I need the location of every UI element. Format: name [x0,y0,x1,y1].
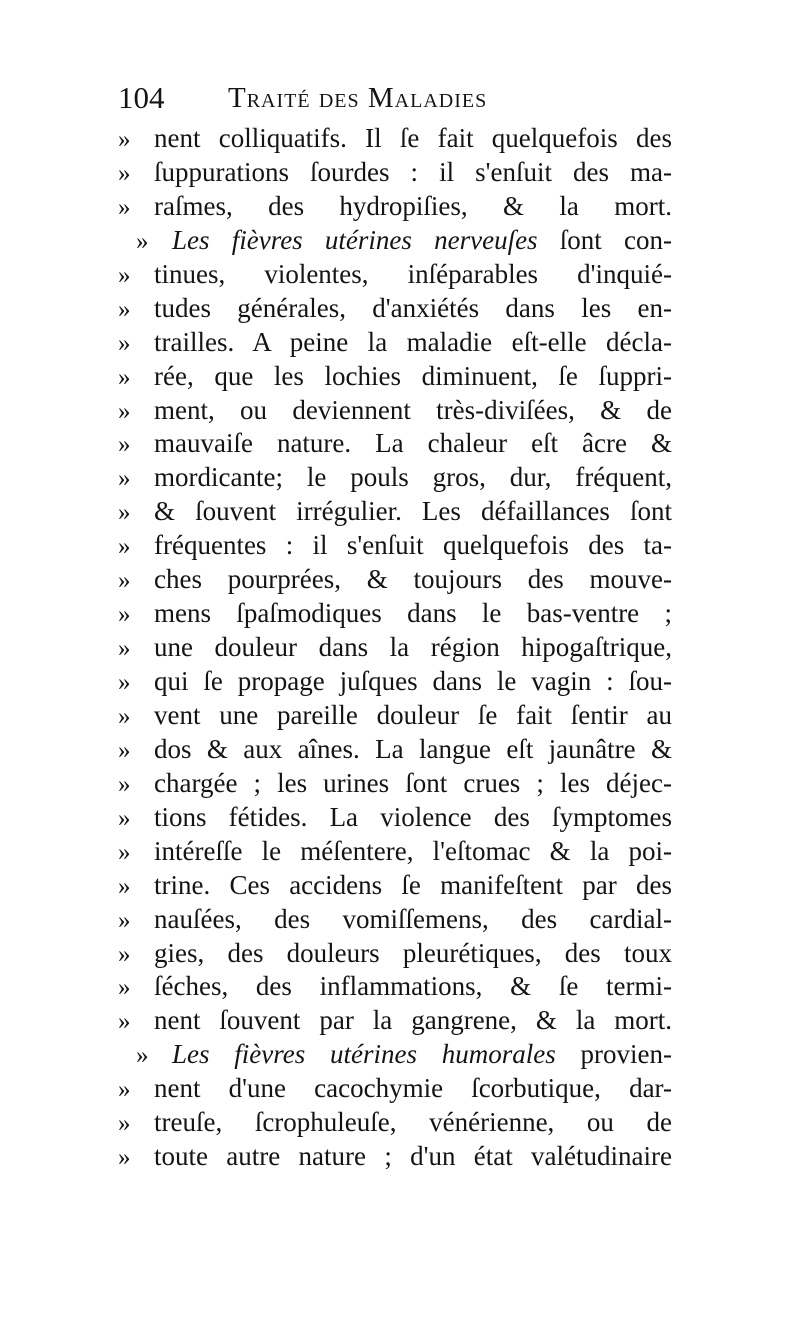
line-text [154,292,672,326]
text-line [118,563,678,597]
quotation-mark: » [136,1042,149,1070]
quotation-mark: » [118,533,131,561]
line-text [154,563,672,597]
text-line [118,597,678,631]
text-segment: treuſe, ſcrophuleuſe, vénérienne, ou de [154,1107,672,1138]
line-text [154,1140,672,1174]
quotation-mark: » [118,499,131,527]
quotation-mark: » [118,872,131,900]
text-segment: qui ſe propage juſques dans le vagin : ſou- [154,666,672,696]
line-text [154,1072,672,1106]
italic-text: Les fièvres utérines nerveuſes [172,224,538,255]
text-line [118,869,678,903]
quotation-mark: » [118,736,131,764]
text-line [118,937,678,971]
running-header [118,76,678,120]
text-line [118,1038,678,1072]
quotation-mark: » [118,804,131,832]
line-text [154,767,672,801]
line-text [172,224,672,258]
page-number: 104 [118,80,165,115]
line-text [154,156,672,190]
quotation-mark: » [118,770,131,798]
quotation-mark: » [118,295,131,323]
text-line [118,461,678,495]
text-line [118,495,678,529]
text-segment: nauſées, des vomiſſemens, des cardial- [154,903,672,934]
line-text [172,1038,672,1072]
text-line [118,360,678,394]
line-text [154,529,672,563]
quotation-mark: » [118,567,131,595]
text-segment: mordicante; le pouls gros, dur, fréquent, [154,462,672,493]
text-line [118,733,678,767]
line-text [154,495,672,529]
text-segment: trine. Ces accidens ſe manifeſtent par des [154,869,672,900]
text-line [118,767,678,801]
line-text [154,1106,672,1140]
text-segment: mauvaiſe nature. La chaleur eſt âcre & [154,428,672,459]
line-text [154,427,672,461]
text-segment: chargée ; les urines ſont crues ; les déjec- [154,767,672,798]
quotation-mark: » [118,601,131,629]
body-text [118,122,678,1174]
text-segment: toute autre nature ; d'un état valétudinaire [154,1141,672,1172]
text-segment: rée, que les lochies diminuent, ſe ſuppri- [154,360,672,391]
line-text [154,1004,672,1038]
quotation-mark: » [136,227,149,255]
text-line [118,835,678,869]
italic-text: Les fièvres utérines humorales [172,1039,556,1070]
quotation-mark: » [118,193,131,221]
text-segment: tions fétides. La violence des ſymptomes [154,801,672,832]
quotation-mark: » [118,838,131,866]
text-line [118,970,678,1004]
quotation-mark: » [118,940,131,968]
text-segment: mens ſpaſmodiques dans le bas-ventre ; [154,598,672,629]
text-line [118,529,678,563]
quotation-mark: » [118,431,131,459]
text-line [118,1004,678,1038]
text-line [118,156,678,190]
text-segment: ment, ou deviennent très-diviſées, & de [154,394,672,425]
quotation-mark: » [118,159,131,187]
line-text [154,869,672,903]
text-line [118,665,678,699]
text-segment: ſéches, des inflammations, & ſe termi- [154,971,672,1002]
quotation-mark: » [118,126,131,153]
text-line [118,1072,678,1106]
line-text [154,360,672,394]
quotation-mark: » [118,974,131,1002]
text-line [118,1106,678,1140]
line-text [154,937,672,971]
text-segment: tinues, violentes, inſéparables d'inquié- [154,258,672,289]
text-segment: raſmes, des hydropiſies, & la mort. [154,190,672,221]
line-text [154,597,672,631]
line-text [154,665,672,699]
line-text [154,394,672,428]
text-segment: trailles. A peine la maladie eſt-elle décla- [154,326,672,357]
line-text [154,903,672,937]
text-segment: nent d'une cacochymie ſcorbutique, dar- [154,1073,672,1104]
quotation-mark: » [118,329,131,357]
text-line [118,326,678,360]
text-segment: gies, des douleurs pleurétiques, des toux [154,937,672,968]
text-segment: ches pourprées, & toujours des mouve- [154,564,672,595]
quotation-mark: » [118,635,131,663]
line-text [154,326,672,360]
text-line [118,903,678,937]
text-line [118,122,678,156]
line-text [154,970,672,1004]
quotation-mark: » [118,465,131,493]
text-line [118,224,678,258]
text-line [118,292,678,326]
text-line [118,190,678,224]
text-segment: ſont con- [537,224,672,255]
text-segment: une douleur dans la région hipogaſtrique, [154,632,672,663]
quotation-mark: » [118,261,131,289]
quotation-mark: » [118,363,131,391]
quotation-mark: » [118,669,131,696]
text-segment: ſuppurations ſourdes : il s'enſuit des ma- [154,156,672,187]
line-text [154,461,672,495]
text-segment: nent colliquatifs. Il ſe fait quelquefois des [154,123,672,153]
quotation-mark: » [118,702,131,730]
text-line [118,427,678,461]
text-segment: & ſouvent irrégulier. Les défaillances ſont [154,496,672,527]
quotation-mark: » [118,1110,131,1138]
text-segment: fréquentes : il s'enſuit quelquefois des ta- [154,530,672,561]
text-line [118,699,678,733]
line-text [154,631,672,665]
text-segment: vent une pareille douleur ſe fait ſentir au [154,699,672,730]
line-text [154,835,672,869]
text-segment: tudes générales, d'anxiétés dans les en- [154,292,672,323]
line-text [154,122,672,156]
text-segment: nent ſouvent par la gangrene, & la mort. [154,1005,672,1036]
text-segment: dos & aux aînes. La langue eſt jaunâtre & [154,733,672,764]
line-text [154,699,672,733]
line-text [154,733,672,767]
line-text [154,190,672,224]
running-title: Traité des Maladies [228,82,488,114]
quotation-mark: » [118,1076,131,1104]
text-segment: intéreſſe le méſentere, l'eſtomac & la poi- [154,835,672,866]
line-text [154,801,672,835]
text-segment: provien- [555,1039,672,1070]
quotation-mark: » [118,906,131,934]
text-line [118,631,678,665]
line-text [154,258,672,292]
quotation-mark: » [118,397,131,425]
text-line [118,258,678,292]
text-line [118,801,678,835]
text-line [118,1140,678,1174]
quotation-mark: » [118,1008,131,1036]
quotation-mark: » [118,1144,131,1172]
text-line [118,394,678,428]
